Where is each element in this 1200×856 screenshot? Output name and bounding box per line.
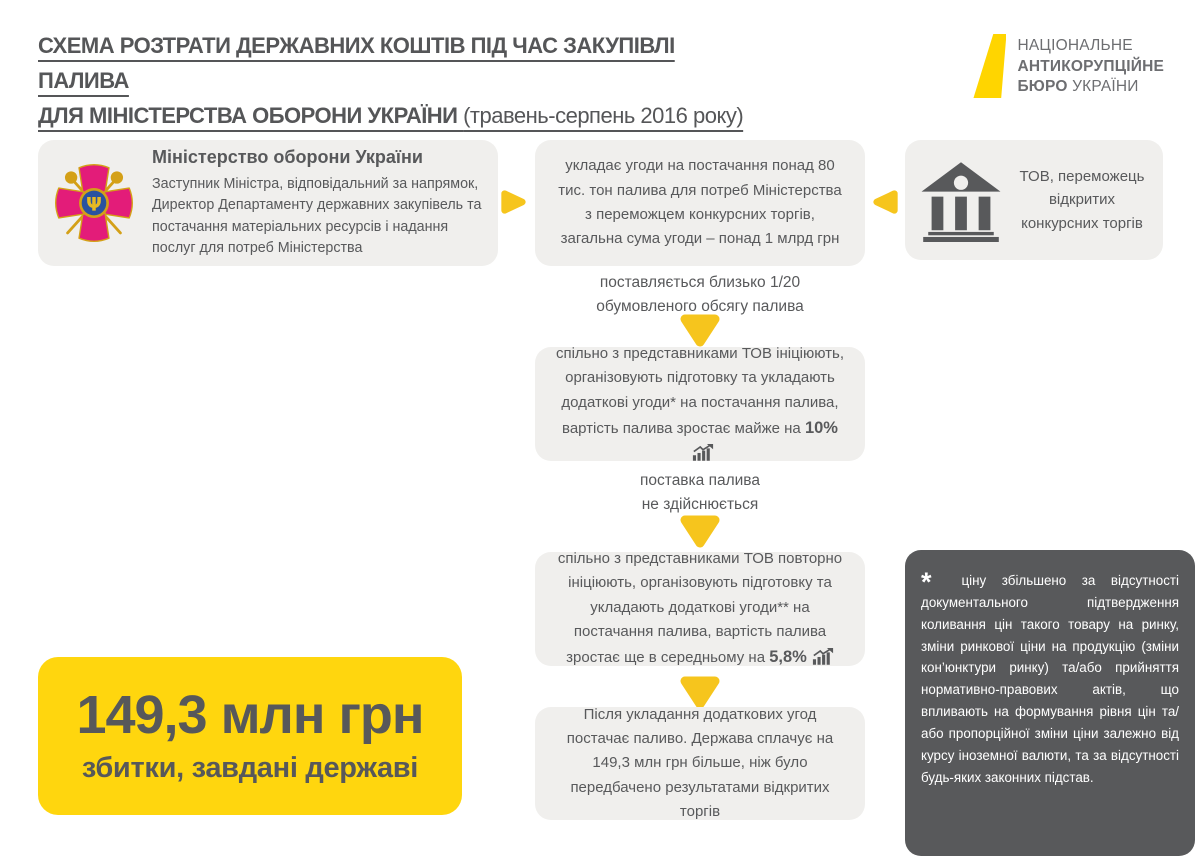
second-amendment-percent: 5,8% bbox=[769, 648, 807, 667]
growth-chart-icon bbox=[692, 444, 714, 461]
tov-box bbox=[905, 140, 1163, 260]
contract-step-text: укладає угоди на постачання понад 80 тис. тон палива для потреб Міністерства з переможцем конкурсних торгів, загальна сума угоди – понад 1 млрд грн bbox=[558, 157, 842, 248]
ministry-emblem-icon bbox=[50, 159, 138, 247]
nabu-sail-logo-icon bbox=[973, 34, 1006, 98]
nabu-logo bbox=[973, 34, 1164, 98]
second-amendment-box bbox=[535, 552, 865, 666]
loss-label: збитки, завдані державі bbox=[81, 751, 419, 784]
nabu-logo-line3-bold: БЮРО bbox=[1017, 78, 1073, 96]
loss-highlight-box bbox=[38, 657, 462, 815]
supply-caption-2-line2: не здійснюється bbox=[641, 496, 759, 514]
ministry-title: Міністерство оборони України bbox=[152, 146, 423, 167]
supply-caption-1-line2: обумовленого обсягу палива bbox=[596, 298, 804, 316]
arrow-down-icon bbox=[677, 513, 723, 549]
ministry-text bbox=[152, 147, 482, 260]
bank-icon bbox=[919, 158, 1003, 242]
supply-caption-2-line1: поставка палива bbox=[640, 472, 760, 489]
growth-chart-icon bbox=[812, 648, 834, 665]
nabu-logo-line1: НАЦІОНАЛЬНЕ bbox=[1017, 37, 1133, 54]
ministry-box bbox=[38, 140, 498, 266]
page-title-line1: СХЕМА РОЗТРАТИ ДЕРЖАВНИХ КОШТІВ ПІД ЧАС ЗАКУПІВЛІ ПАЛИВА bbox=[38, 33, 675, 94]
page-title-line2-bold: ДЛЯ МІНІСТЕРСТВА ОБОРОНИ УКРАЇНИ bbox=[38, 103, 464, 129]
nabu-logo-text bbox=[1017, 34, 1164, 98]
second-amendment-text: спільно з представниками ТОВ повторно ініціюють, організовують підготовку та укладають додаткові угоди** на постачання палива, вартість палива зростає ще в середньому на bbox=[557, 550, 843, 667]
page-title bbox=[38, 28, 758, 134]
arrow-left-icon bbox=[872, 188, 900, 216]
tov-label: ТОВ, переможець відкритих конкурсних торгів bbox=[1019, 168, 1145, 232]
supply-caption-1-line1: поставляється близько 1/20 bbox=[599, 274, 801, 291]
arrow-right-icon bbox=[499, 188, 527, 216]
nabu-logo-line3-light: УКРАЇНИ bbox=[1072, 78, 1139, 96]
supply-caption-2 bbox=[535, 469, 865, 517]
first-amendment-box bbox=[535, 347, 865, 461]
final-payment-box bbox=[535, 707, 865, 820]
loss-amount: 149,3 млн грн bbox=[76, 685, 424, 746]
contract-step-box bbox=[535, 140, 865, 266]
footnote-box bbox=[905, 550, 1195, 856]
page-title-line2-period: (травень-серпень 2016 року) bbox=[463, 103, 744, 129]
final-payment-text: Після укладання додаткових угод постачає паливо. Держава сплачує на 149,3 млн грн більше, ніж було передбачено результатами відкритих торгів bbox=[566, 705, 834, 820]
first-amendment-percent: 10% bbox=[804, 418, 838, 437]
trident-icon: Ψ bbox=[86, 194, 102, 216]
footnote-asterisk: * bbox=[921, 567, 932, 597]
first-amendment-text: спільно з представниками ТОВ ініціюють, організовують підготовку та укладають додаткові угоди* на постачання палива, вартість палива зростає майже на bbox=[555, 345, 845, 437]
ministry-description: Заступник Міністра, відповідальний за напрямок, Директор Департаменту державних закупівель та постачання матеріальних ресурсів і надання послуг для потреб Міністерства bbox=[152, 175, 482, 256]
nabu-logo-line2: АНТИКОРУПЦІЙНЕ bbox=[1017, 57, 1164, 75]
footnote-text: ціну збільшено за відсутності документального підтвердження коливання цін такого товару на ринку, зміни ринкової ціни на продукцію (зміни кон’юнктури ринку) та/або прийняття нормативно-правових актів, що впливають на формування рівня цін та/або пропорційної зміни ціни залежно від курсу іноземної валюти, та за відсутності будь-яких законних підстав. bbox=[921, 573, 1179, 785]
